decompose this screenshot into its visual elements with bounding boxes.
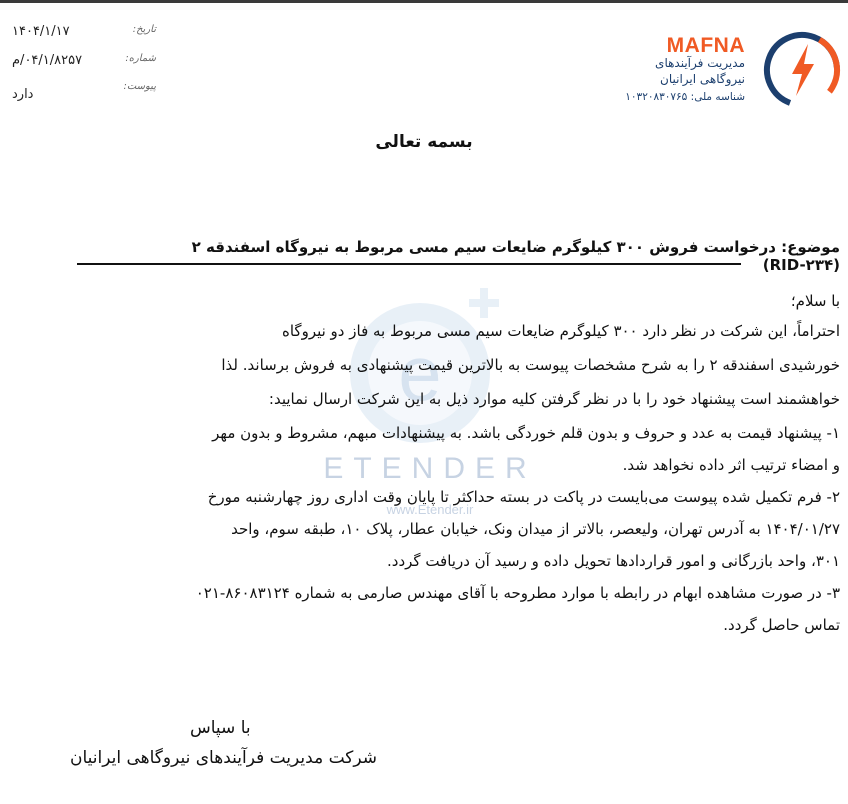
greeting-line: با سلام؛ <box>790 292 840 310</box>
body-line: و امضاء ترتیب اثر داده نخواهد شد. <box>622 456 840 474</box>
subject-line: موضوع: درخواست فروش ۳۰۰ کیلوگرم ضایعات سیم مسی مربوط به نیروگاه اسفندقه ۲ (RID-۲۳۴) <box>191 238 840 274</box>
date-value: ۱۴۰۴/۱/۱۷ <box>12 24 70 39</box>
body-line: ۲- فرم تکمیل شده پیوست می‌بایست در پاکت در بسته حداکثر تا پایان وقت اداری روز چهارشنبه مورخ <box>207 488 840 506</box>
brand-name: MAFNA <box>666 34 745 57</box>
body-line: ۱- پیشنهاد قیمت به عدد و حروف و بدون قلم خوردگی باشد. به پیشنهادات مبهم، مشروط و بدون مهر <box>212 424 840 442</box>
body-line: ۳- در صورت مشاهده ابهام در رابطه با موارد مطروحه با آقای مهندس صارمی به شماره ۸۶۰۸۳۱۲۴-۰۲۱ <box>195 584 840 602</box>
closing-line: با سپاس <box>190 718 251 738</box>
body-line: ۱۴۰۴/۰۱/۲۷ به آدرس تهران، ولیعصر، بالاتر از میدان ونک، خیابان عطار، پلاک ۱۰، طبقه سوم، واحد <box>231 520 840 538</box>
date-row <box>8 24 168 44</box>
brand-line-2: نیروگاهی ایرانیان <box>660 72 745 86</box>
bismillah-heading: بسمه تعالی <box>375 132 473 152</box>
body-line: تماس حاصل گردد. <box>723 616 840 634</box>
brand-line-1: مدیریت فرآیندهای <box>655 56 745 70</box>
watermark-url: www.Etender.ir <box>386 502 474 517</box>
svg-text:e: e <box>398 329 442 417</box>
body-line: ۳۰۱، واحد بازرگانی و امور قراردادها تحویل داده و رسید آن دریافت گردد. <box>387 552 840 570</box>
body-line: خورشیدی اسفندقه ۲ را به شرح مشخصات پیوست به بالاترین قیمت پیشنهادی به فروش برساند. لذا <box>221 356 840 374</box>
top-border <box>0 0 848 3</box>
date-label: تاریخ: <box>132 24 156 35</box>
subject-underline <box>77 263 741 265</box>
attachment-row <box>8 81 168 101</box>
body-line: خواهشمند است پیشنهاد خود را با در نظر گرفتن کلیه موارد ذیل به این شرکت ارسال نمایید: <box>268 390 840 408</box>
number-row <box>8 53 168 73</box>
attachment-label: پیوست: <box>123 81 156 92</box>
national-id: شناسه ملی: ۱۰۳۲۰۸۳۰۷۶۵ <box>625 91 745 103</box>
number-label: شماره: <box>125 53 156 64</box>
mafna-logo-icon <box>762 30 842 110</box>
watermark-text: ETENDER <box>323 452 537 485</box>
attachment-value: دارد <box>12 87 34 102</box>
number-value: ۰۴/۱/۸۲۵۷/م <box>12 53 83 68</box>
company-signature: شرکت مدیریت فرآیندهای نیروگاهی ایرانیان <box>70 748 377 768</box>
body-line: احتراماً، این شرکت در نظر دارد ۳۰۰ کیلوگرم ضایعات سیم مسی مربوط به فاز دو نیروگاه <box>282 322 840 340</box>
